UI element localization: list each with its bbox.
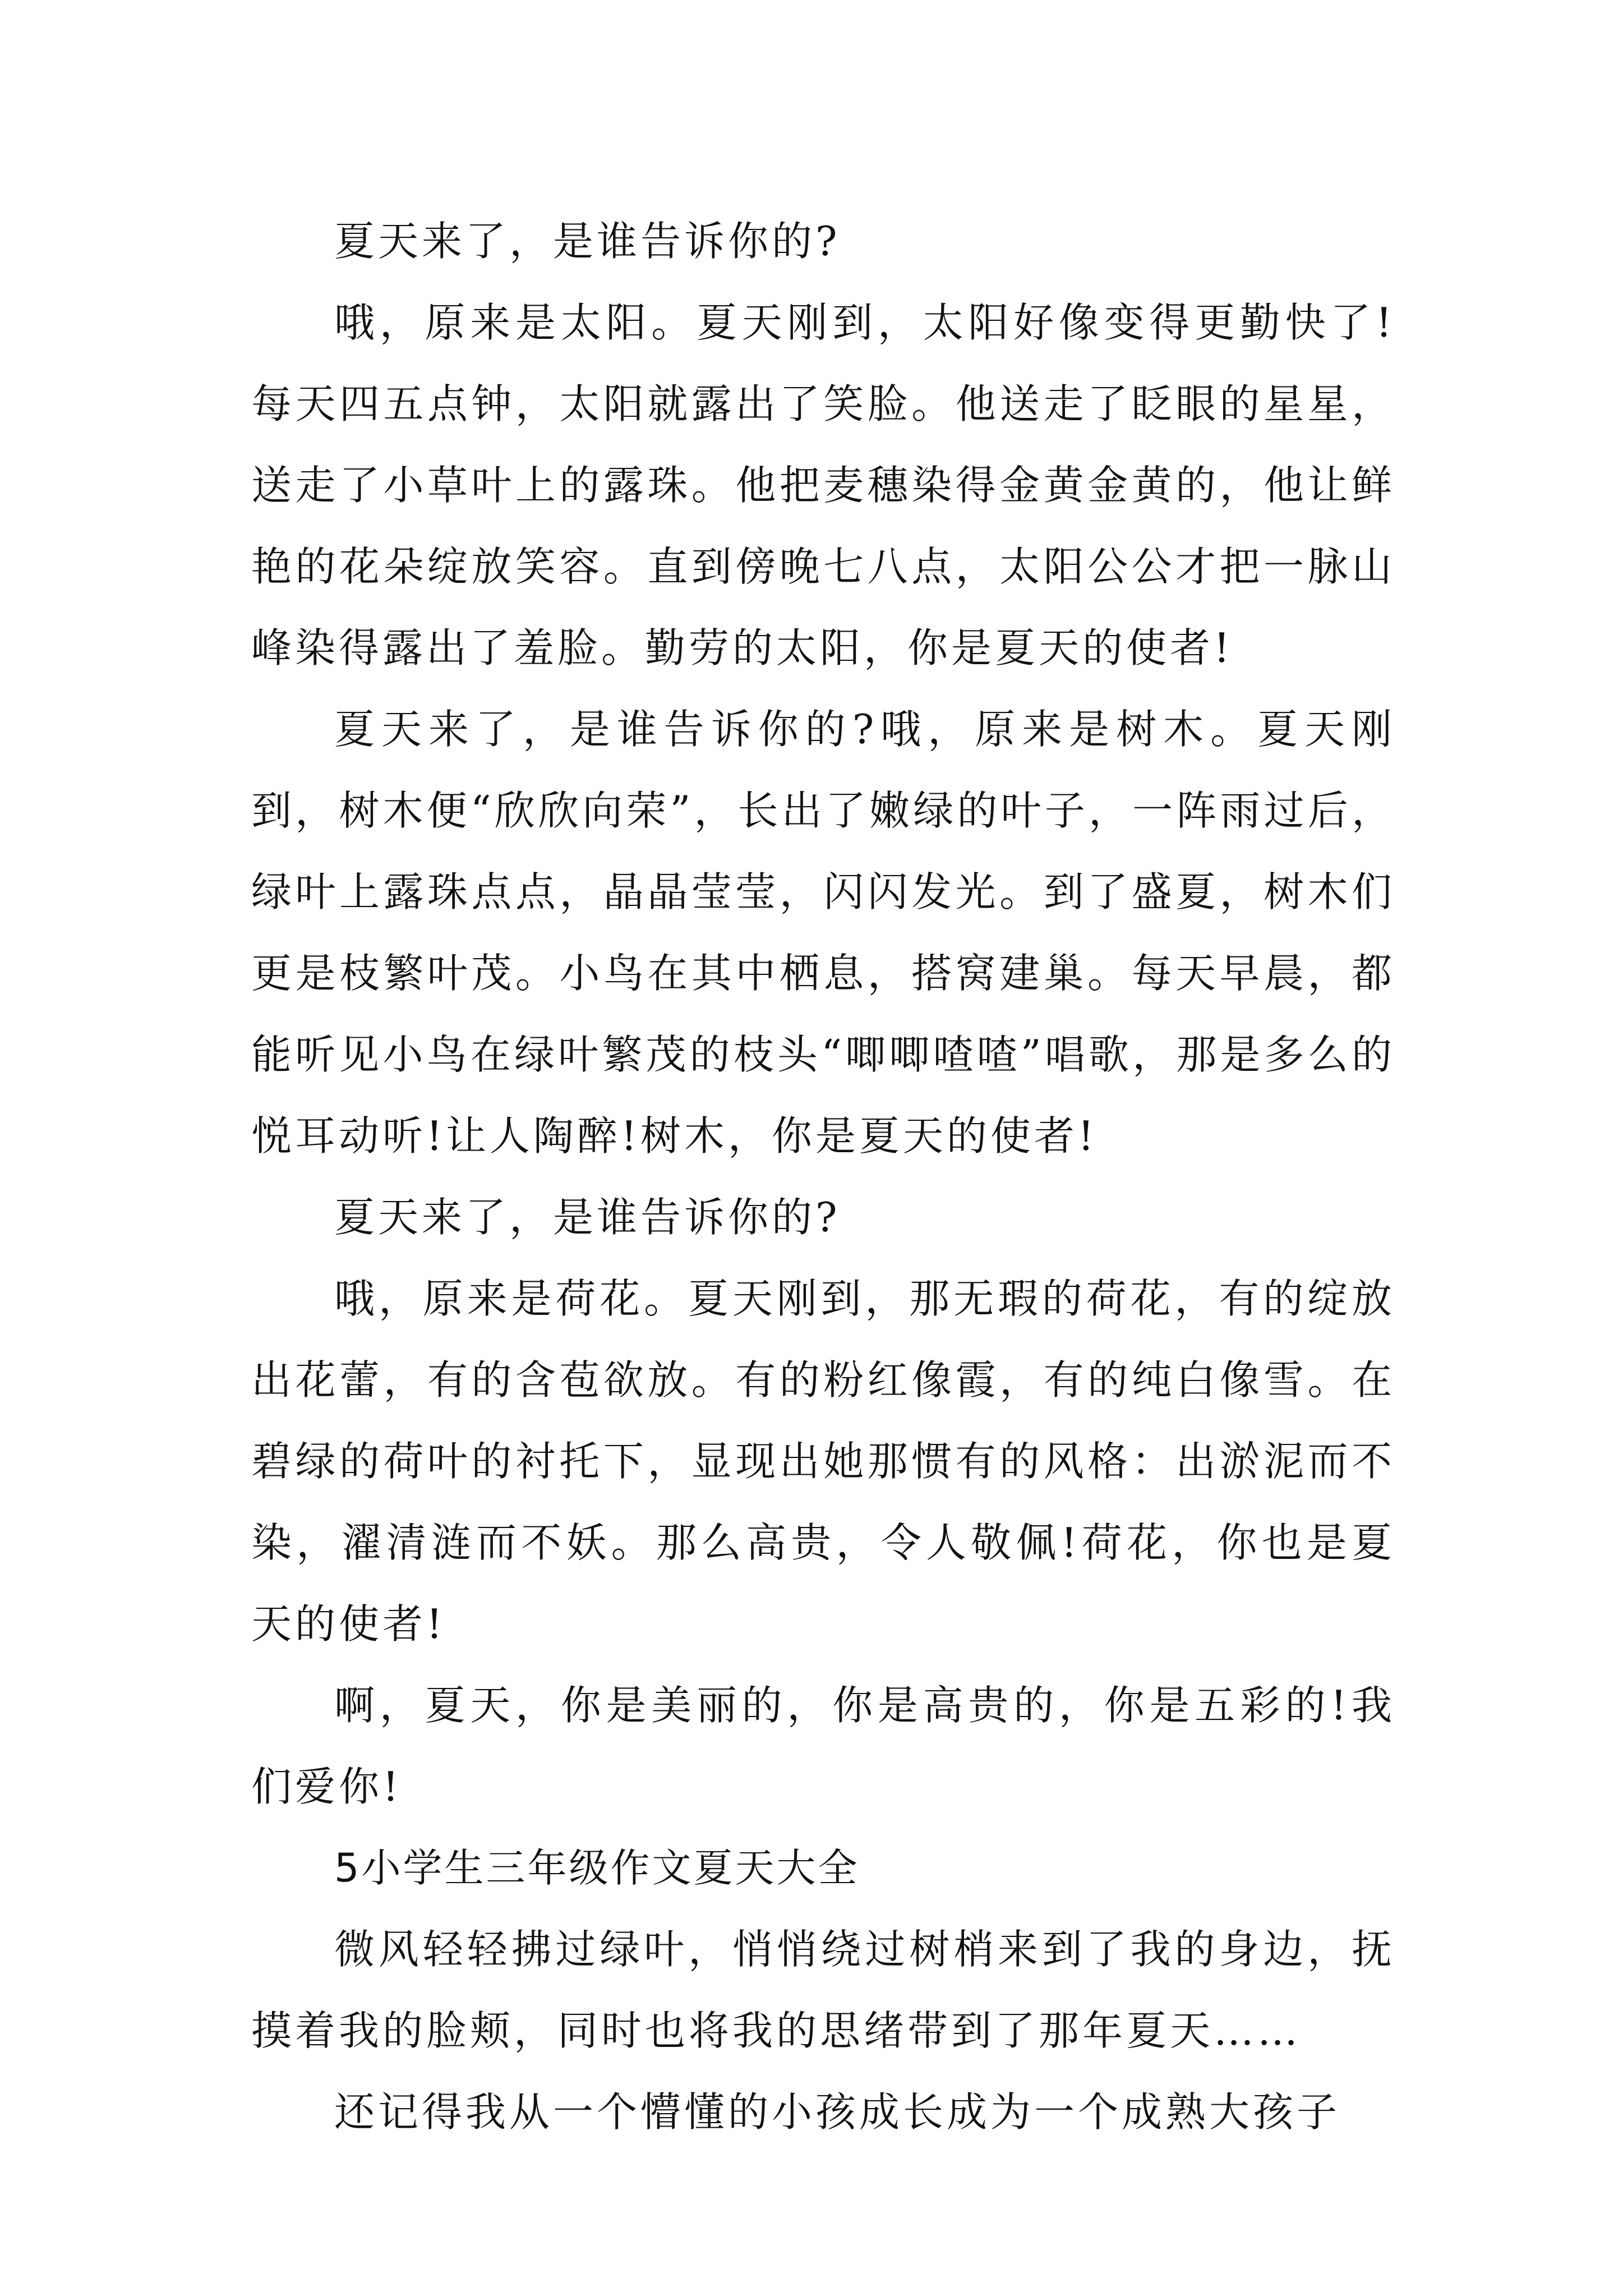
section-heading: 5小学生三年级作文夏天大全 bbox=[334, 1845, 860, 1891]
document-body bbox=[251, 201, 1395, 2153]
paragraph: 夏天来了，是谁告诉你的?哦，原来是树木。夏天刚到，树木便“欣欣向荣”，长出了嫩绿的叶子，一阵雨过后，绿叶上露珠点点，晶晶莹莹，闪闪发光。到了盛夏，树木们更是枝繁叶茂。小鸟在其中栖息，搭窝建巢。每天早晨，都能听见小鸟在绿叶繁茂的枝头“唧唧喳喳”唱歌，那是多么的悦耳动听!让人陶醉!树木，你是夏天的使者! bbox=[251, 706, 1395, 1159]
paragraph: 夏天来了，是谁告诉你的? bbox=[334, 1194, 841, 1241]
paragraph: 微风轻轻拂过绿叶，悄悄绕过树梢来到了我的身边，抚摸着我的脸颊，同时也将我的思绪带到了那年夏天…… bbox=[251, 1926, 1395, 2054]
paragraph: 哦，原来是太阳。夏天刚到，太阳好像变得更勤快了!每天四五点钟，太阳就露出了笑脸。他送走了眨眼的星星，送走了小草叶上的露珠。他把麦穗染得金黄金黄的，他让鲜艳的花朵绽放笑容。直到傍晚七八点，太阳公公才把一脉山峰染得露出了羞脸。勤劳的太阳，你是夏天的使者! bbox=[251, 299, 1395, 671]
paragraph: 啊，夏天，你是美丽的，你是高贵的，你是五彩的!我们爱你! bbox=[251, 1682, 1395, 1810]
paragraph: 哦，原来是荷花。夏天刚到，那无瑕的荷花，有的绽放出花蕾，有的含苞欲放。有的粉红像霞，有的纯白像雪。在碧绿的荷叶的衬托下，显现出她那惯有的风格：出淤泥而不染，濯清涟而不妖。那么高贵，令人敬佩!荷花，你也是夏天的使者! bbox=[251, 1275, 1395, 1648]
paragraph: 夏天来了，是谁告诉你的? bbox=[334, 218, 841, 265]
paragraph: 还记得我从一个懵懂的小孩成长成为一个成熟大孩子 bbox=[334, 2088, 1341, 2136]
